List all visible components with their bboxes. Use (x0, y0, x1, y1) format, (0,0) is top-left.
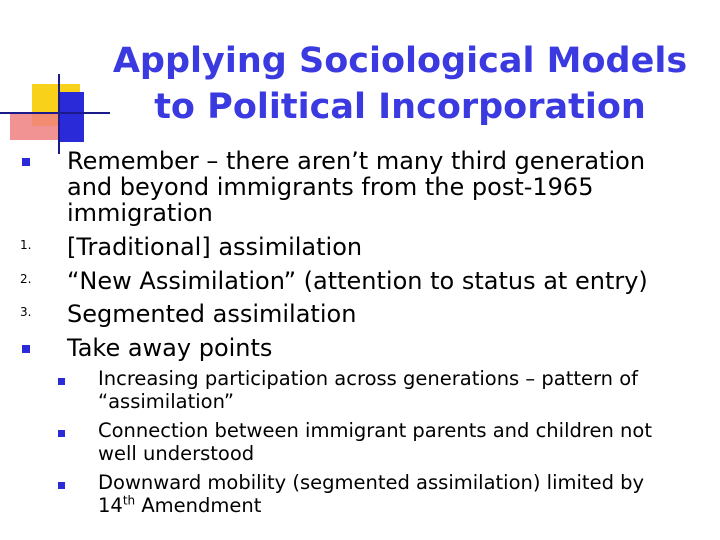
sub-item-text: “assimilation” (98, 390, 234, 413)
list-number: 1. (20, 238, 32, 252)
decor-vertical-line (58, 74, 60, 154)
sub-item-text (98, 495, 261, 517)
square-bullet-icon (58, 378, 65, 385)
list-item-text: “New Assimilation” (attention to status at entry) (67, 267, 648, 295)
decor-horizontal-line (0, 112, 110, 114)
sub-item-text: Downward mobility (segmented assimilation) limited by (98, 471, 645, 494)
sub-item-text: Connection between immigrant parents and children not (98, 419, 652, 442)
list-item-text: Take away points (67, 334, 273, 362)
list-item-text: immigration (67, 199, 213, 227)
square-bullet-icon (22, 345, 30, 353)
sub-item-text: well understood (98, 442, 255, 465)
decor-red-square (10, 112, 64, 140)
ordinal-number: 14 (98, 494, 123, 517)
title-line-2: to Political Incorporation (154, 87, 646, 127)
slide-title (100, 38, 700, 130)
amendment-text: Amendment (135, 494, 262, 517)
square-bullet-icon (58, 430, 65, 437)
sub-item-text: Increasing participation across generations – pattern of (98, 367, 639, 390)
square-bullet-icon (58, 482, 65, 489)
list-item-text: Remember – there aren’t many third generation (67, 147, 646, 175)
title-line-1: Applying Sociological Models (112, 41, 688, 81)
list-item-text: [Traditional] assimilation (67, 233, 363, 261)
list-number: 2. (20, 272, 32, 286)
list-item-text: and beyond immigrants from the post-1965 (67, 173, 594, 201)
ordinal-suffix: th (122, 493, 136, 508)
decor-blue-square (58, 92, 84, 142)
list-item-text: Segmented assimilation (67, 300, 357, 328)
list-number: 3. (20, 305, 32, 319)
square-bullet-icon (22, 158, 30, 166)
